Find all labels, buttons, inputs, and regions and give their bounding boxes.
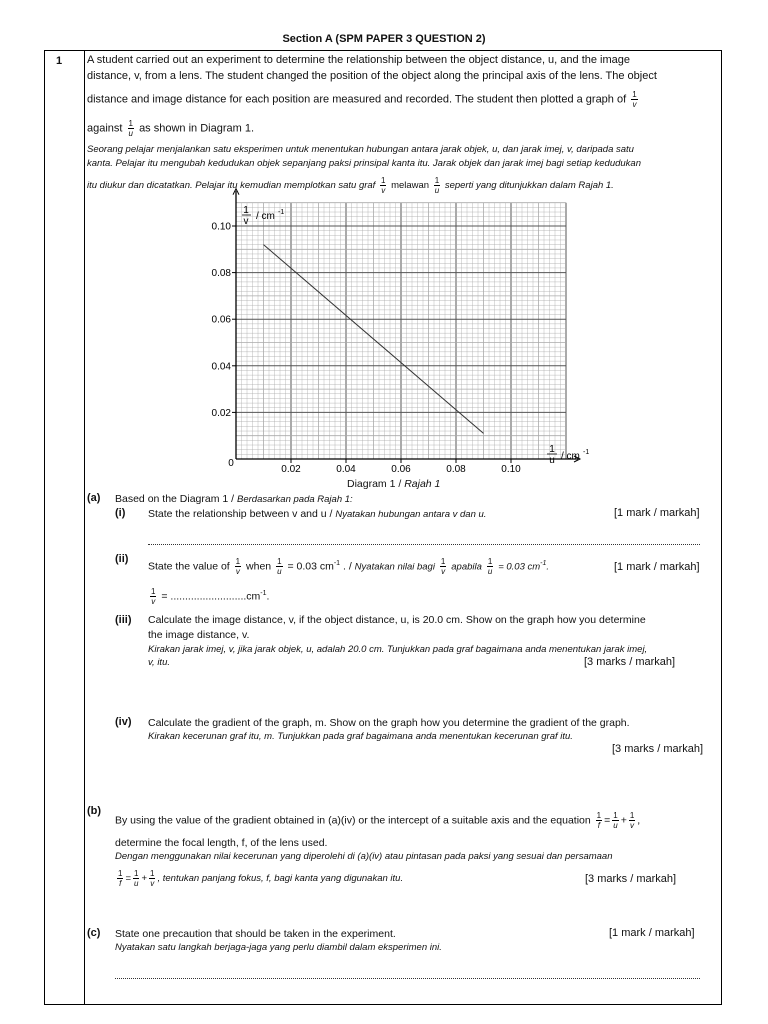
x-tick-label: 0.04 [336, 464, 356, 475]
y-axis-label-unit: / cm [256, 211, 275, 222]
part-b-text-en-1 [115, 811, 640, 830]
part-a-ii-answer-exp: -1 [260, 590, 267, 597]
part-a-stem-ms: Berdasarkan pada Rajah 1: [237, 494, 353, 505]
part-a-iv-label: (iv) [115, 716, 132, 728]
frac-den: u [434, 186, 440, 195]
part-a-iii-label: (iii) [115, 614, 132, 626]
part-a-ii-t3: = 0.03 cm [287, 560, 334, 573]
origin-label: 0 [228, 458, 234, 469]
y-axis-label-num: 1 [243, 205, 249, 216]
frac-num: 1 [440, 557, 446, 567]
intro-ms-melawan: melawan [391, 180, 430, 192]
intro-ms-text-c: seperti yang ditunjukkan dalam Rajah 1. [444, 180, 614, 192]
part-a-iii-text-ms-2: v, itu. [148, 657, 170, 668]
frac-num: 1 [434, 176, 440, 185]
frac-den: v [151, 597, 156, 607]
diagram-caption-en: Diagram 1 / [347, 478, 405, 490]
frac-den: f [119, 879, 122, 888]
x-axis-label-exp: -1 [583, 449, 590, 456]
x-axis-label-den: u [549, 455, 555, 466]
fraction-one-over-f [596, 811, 602, 830]
part-a-stem-en: Based on the Diagram 1 / [115, 493, 237, 505]
fraction-one-over-v [440, 557, 446, 576]
frac-num: 1 [128, 119, 133, 128]
frac-den: v [381, 186, 386, 195]
x-tick-label: 0.06 [391, 464, 411, 475]
part-a-i-text [148, 506, 486, 523]
frac-num: 1 [632, 90, 637, 99]
part-a-iii-text-en-2: the image distance, v. [148, 629, 250, 641]
part-a-iv-text-ms: Kirakan kecerunan graf itu, m. Tunjukkan pada graf bagaimana anda menentukan kecerunan graf itu. [148, 731, 573, 742]
part-a-iv-marks: [3 marks / markah] [612, 743, 704, 755]
diagram-caption [347, 476, 440, 492]
diagram-caption-ms: Rajah 1 [404, 478, 441, 490]
intro-en-line-1: A student carried out an experiment to determine the relationship between the object distance, u, and the image [87, 54, 631, 66]
part-a-i-text-ms: Nyatakan hubungan antara v dan u. [335, 509, 487, 520]
part-b-comma: , [637, 814, 641, 827]
y-tick-label: 0.04 [211, 361, 231, 373]
intro-en-as-shown: as shown in Diagram 1. [139, 122, 255, 135]
frac-num: 1 [235, 557, 241, 567]
intro-ms-text-a: itu diukur dan dicatatkan. Pelajar itu kemudian memplotkan satu graf [87, 180, 376, 192]
page-title: Section A (SPM PAPER 3 QUESTION 2) [282, 33, 486, 45]
frac-num: 1 [487, 557, 493, 567]
y-tick-label: 0.08 [211, 268, 231, 280]
x-tick-label: 0.10 [501, 464, 521, 475]
part-a-ii-text [148, 556, 549, 576]
part-b-plus: + [620, 814, 627, 827]
x-axis-label-num: 1 [549, 444, 555, 455]
part-b-text-ms-1: Dengan menggunakan nilai kecerunan yang diperolehi di (a)(iv) atau pintasan pada paksi yang sesuai dan persamaan [115, 851, 613, 862]
fraction-one-over-u [133, 869, 139, 888]
part-a-ii-t2: when [246, 560, 272, 573]
frac-den: v [441, 567, 446, 577]
part-a-ii-t8: . [546, 561, 550, 573]
part-a-ii-answer-end: . [266, 590, 270, 603]
intro-en-line-2: distance, v, from a lens. The student changed the position of the object along the principal axis of the lens. The object [87, 70, 657, 82]
y-axis-label-exp: -1 [278, 209, 285, 216]
intro-ms-line-2: kanta. Pelajar itu mengubah kedudukan objek sepanjang paksi prinsipal kanta itu. Jarak objek dan jarak imej bagi setiap kedudukan [87, 158, 641, 169]
part-b-eq: = [604, 814, 611, 827]
y-tick-label: 0.02 [211, 407, 231, 419]
part-a-ii-t3-exp: -1 [333, 560, 341, 567]
fraction-one-over-u [612, 811, 618, 830]
x-tick-label: 0.08 [446, 464, 466, 475]
y-tick-label: 0.10 [211, 221, 231, 233]
frac-den: u [487, 567, 493, 577]
part-a-iii-marks: [3 marks / markah] [584, 656, 676, 668]
part-a-ii-t5: Nyatakan nilai bagi [354, 561, 435, 573]
part-c-label: (c) [87, 927, 101, 939]
frac-den: u [134, 879, 139, 888]
frac-den: f [597, 821, 600, 830]
frac-den: v [632, 100, 637, 109]
part-a-iii-text-en-1: Calculate the image distance, v, if the object distance, u, is 20.0 cm. Show on the graph how you determine [148, 614, 646, 626]
fraction-one-over-u [276, 557, 282, 576]
frac-den: v [150, 879, 155, 888]
y-tick-label: 0.06 [211, 314, 231, 326]
frac-num: 1 [380, 176, 386, 185]
part-a-ii-t6: apabila [451, 561, 482, 573]
part-a-i-text-en: State the relationship between v and u / [148, 508, 336, 520]
part-c-answer-line[interactable] [115, 978, 700, 979]
part-a-ii-t7: = 0.03 cm [498, 561, 541, 573]
part-a-iv-text-en: Calculate the gradient of the graph, m. Show on the graph how you determine the gradient of the graph. [148, 717, 630, 729]
part-b-text-ms-2 [115, 869, 403, 888]
x-tick-label: 0.02 [281, 464, 301, 475]
part-a-ii-label: (ii) [115, 553, 129, 565]
fraction-one-over-f [117, 869, 123, 888]
frac-den: u [613, 821, 618, 830]
part-a-ii-t4: . / [340, 560, 355, 573]
part-a-i-label: (i) [115, 507, 126, 519]
fraction-one-over-u [487, 557, 493, 576]
graph-grid [236, 203, 566, 459]
frac-num: 1 [629, 811, 635, 820]
part-b-marks: [3 marks / markah] [585, 873, 677, 885]
question-number: 1 [56, 55, 63, 67]
intro-ms-line-1: Seorang pelajar menjalankan satu eksperimen untuk menentukan hubungan antara jarak objek, u, dan jarak imej, v, daripada satu [87, 144, 634, 155]
frac-num: 1 [151, 587, 156, 597]
part-a-ii-t1: State the value of [148, 560, 230, 573]
part-a-iii-text-ms-1: Kirakan jarak imej, v, jika jarak objek, u, adalah 20.0 cm. Tunjukkan pada graf bagaimana anda menentukan jarak imej, [148, 644, 648, 655]
frac-num: 1 [596, 811, 602, 820]
frac-num: 1 [118, 869, 123, 878]
part-a-i-marks: [1 mark / markah] [614, 507, 700, 519]
fraction-one-over-v [235, 557, 241, 576]
part-a-i-answer-line[interactable] [148, 544, 700, 545]
frac-den: v [630, 821, 635, 830]
frac-den: u [128, 129, 133, 138]
part-b-text-ms-2-text: , tentukan panjang fokus, f, bagi kanta yang digunakan itu. [157, 873, 404, 885]
part-a-ii-marks: [1 mark / markah] [614, 561, 700, 573]
fraction-one-over-v [149, 869, 155, 888]
part-b-text-en-2: determine the focal length, f, of the lens used. [115, 837, 328, 849]
part-c-text-en: State one precaution that should be taken in the experiment. [115, 928, 396, 940]
y-axis-label-den: v [243, 216, 249, 227]
part-a-label: (a) [87, 492, 101, 504]
part-a-ii-answer-text: = ..........................cm [161, 590, 261, 603]
part-b-plus: + [141, 873, 148, 885]
x-axis-label-unit: / cm [561, 451, 580, 462]
part-b-eq: = [125, 873, 132, 885]
fraction-one-over-v [150, 587, 156, 606]
frac-num: 1 [150, 869, 155, 878]
part-c-marks: [1 mark / markah] [609, 927, 695, 939]
frac-num: 1 [277, 557, 282, 567]
frac-num: 1 [134, 869, 139, 878]
part-a-ii-t7-exp: -1 [540, 560, 547, 567]
frac-den: u [277, 567, 282, 577]
part-b-text-en-1-text: By using the value of the gradient obtained in (a)(iv) or the intercept of a suitable axis and the equation [115, 814, 591, 827]
intro-en-against: against [87, 122, 123, 135]
frac-num: 1 [613, 811, 618, 820]
fraction-one-over-v [629, 811, 635, 830]
intro-en-line-3-text: distance and image distance for each position are measured and recorded. The student then plotted a graph of [87, 93, 627, 106]
part-c-text-ms: Nyatakan satu langkah berjaga-jaga yang perlu diambil dalam eksperimen ini. [115, 942, 442, 953]
part-a-ii-answer[interactable] [148, 586, 269, 606]
part-b-label: (b) [87, 805, 102, 817]
frac-den: v [235, 567, 240, 577]
